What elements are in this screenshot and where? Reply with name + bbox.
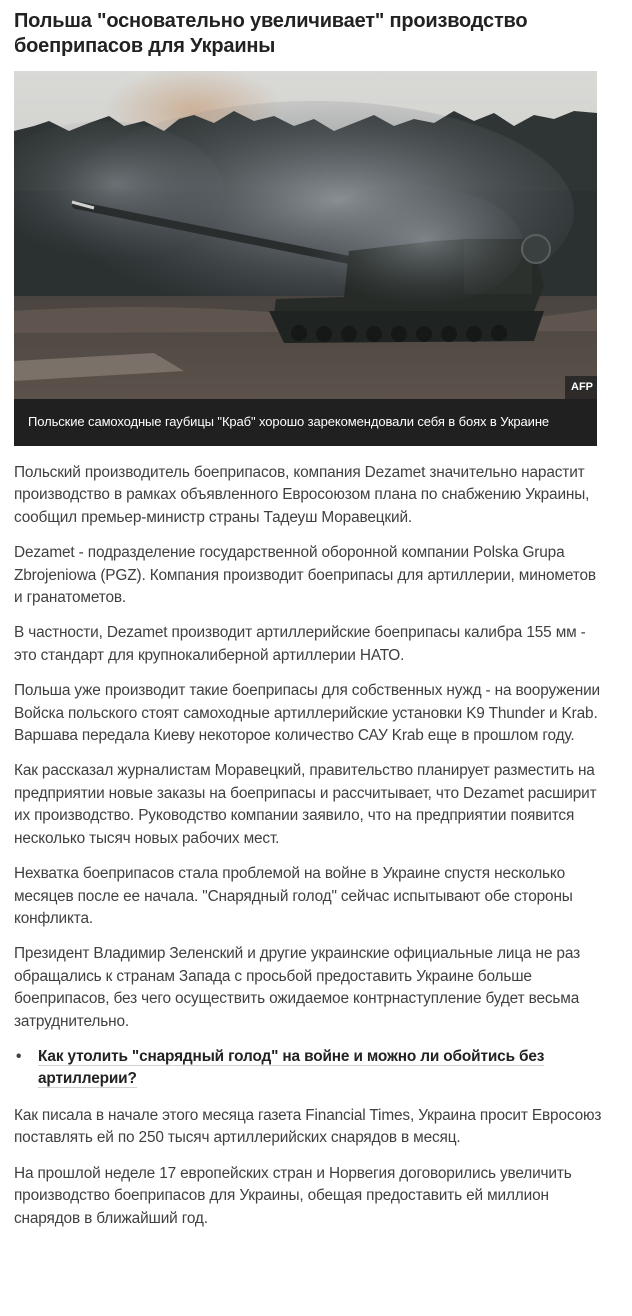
article-body [14,462,604,1230]
paragraph: На прошлой неделе 17 европейских стран и Норвегия договорились увеличить производство боеприпасов для Украины, обещая предоставить ей миллион снарядов в ближайший год. [14,1164,572,1227]
article-headline: Польша "основательно увеличивает" производство боеприпасов для Украины [14,10,528,57]
paragraph: Польша уже производит такие боеприпасы для собственных нужд - на вооружении Войска польского стоят самоходные артиллерийские установки K9 Thunder и Krab. Варшава передала Киеву некоторое количество САУ Krab еще в прошлом году. [14,682,600,745]
paragraph: Польский производитель боеприпасов, компания Dezamet значительно нарастит производство в рамках объявленного Евросоюзом плана по снабжению Украины, сообщил премьер-министр страны Тадеуш Моравецкий. [14,464,590,526]
related-article-link[interactable]: Как утолить "снарядный голод" на войне и можно ли обойтись без артиллерии? [38,1047,545,1088]
paragraph: В частности, Dezamet производит артиллерийские боеприпасы калибра 155 мм - это стандарт для крупнокалиберной артиллерии НАТО. [14,624,586,664]
paragraph: Как писала в начале этого месяца газета Financial Times, Украина просит Евросоюз поставлять ей по 250 тысяч артиллерийских снарядов в месяц. [14,1106,602,1147]
paragraph: Президент Владимир Зеленский и другие украинские официальные лица не раз обращались к странам Запада с просьбой предоставить Украине больше боеприпасов, без чего осуществить ожидаемое контрнаступление будет весьма затруднительно. [14,945,580,1030]
article-photo [14,71,597,399]
howitzer-photo-illustration [14,71,597,399]
paragraph: Как рассказал журналистам Моравецкий, правительство планирует разместить на предприятии новые заказы на боеприпасы и рассчитывает, что Dezamet расширит их производство. Руководство компании заявило, что на предприятии появится несколько тысяч новых рабочих мест. [14,762,597,847]
related-links-list [14,1046,604,1091]
paragraph: Dezamet - подразделение государственной оборонной компании Polska Grupa Zbrojeniowa (PGZ). Компания производит боеприпасы для артиллерии, минометов и гранатометов. [14,544,596,607]
related-link-item [14,1046,604,1091]
photo-caption: Польские самоходные гаубицы "Краб" хорошо зарекомендовали себя в боях в Украине [14,399,597,446]
paragraph: Нехватка боеприпасов стала проблемой на войне в Украине спустя несколько месяцев после ее начала. "Снарядный голод" сейчас испытывают обе стороны конфликта. [14,865,573,927]
photo-credit: AFP [565,376,597,399]
article-figure [14,71,597,446]
bullet-icon: • [16,1047,22,1065]
